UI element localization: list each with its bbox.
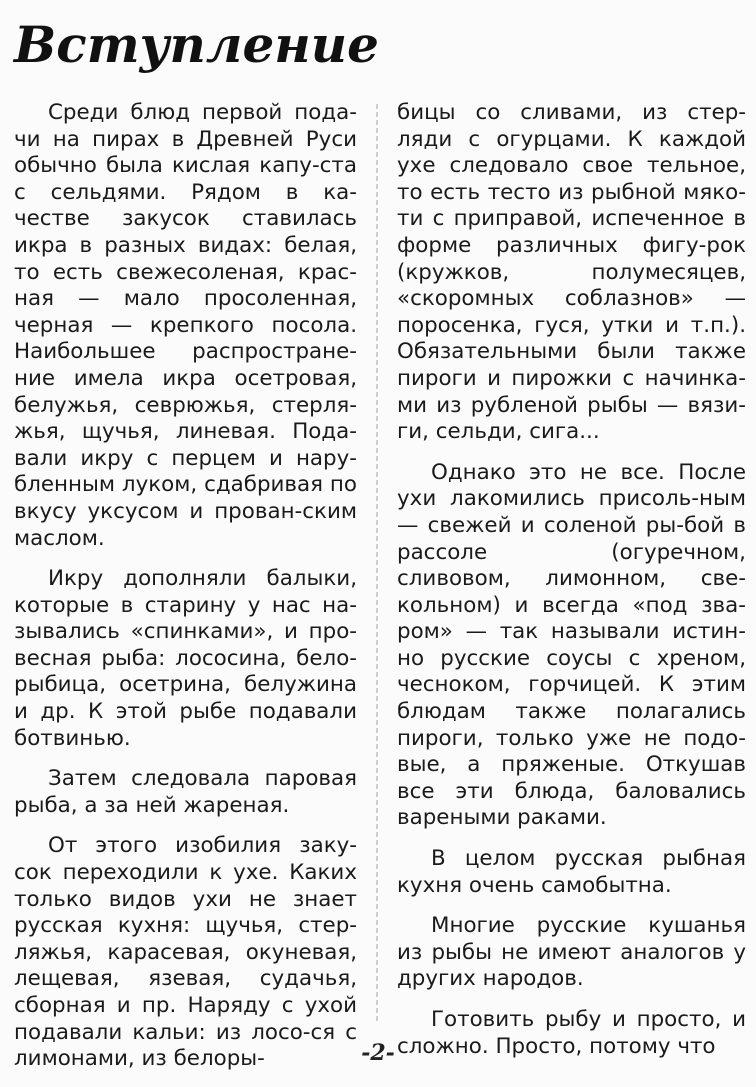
left-column — [14, 100, 357, 1087]
paragraph-continuation: бицы со сливами, из стер-ляди с огурцами. К каждой ухе следовало свое тельное, то есть тесто из рыбной мяко-ти с приправой, испеченное в форме различных фигу-рок (кружков, полумесяцев, «скоромных соблазнов» — поросенка, гуся, утки и т.п.). Обязательными были также пироги и пирожки с начинка-ми из рубленой рыбы — вязи-ги, сельди, сига... — [397, 100, 746, 445]
page-title: Вступление — [14, 15, 379, 74]
paragraph: От этого изобилия заку-сок переходили к ухе. Каких только видов ухи не знает русская кухня: щучья, стер-ляжья, карасевая, окуневая, лещевая, язевая, судачья, сборная и пр. Наряду с ухой подавали кальи: из лосо-ся с лимонами, из белоры- — [14, 833, 357, 1072]
column-divider — [376, 104, 378, 1024]
paragraph: Однако это не все. После ухи лакомились присоль-ным — свежей и соленой ры-бой в рассоле (огуречном, сливовом, лимонном, све-кольном) и всегда «под зва-ром» — так называли истин-но русские соусы с хреном, чесноком, горчицей. К этим блюдам также полагались пироги, только уже не подо-вые, а пряженые. Откушав все эти блюда, баловались вареными раками. — [397, 459, 746, 831]
paragraph: Икру дополняли балыки, которые в старину у нас на-зывались «спинками», и про-весная рыба: лососина, бело-рыбица, осетрина, белужина и др. К этой рыбе подавали ботвинью. — [14, 566, 357, 751]
paragraph: Затем следовала паровая рыба, а за ней жареная. — [14, 766, 357, 818]
paragraph: Среди блюд первой пода-чи на пирах в Древней Руси обычно была кислая капу-ста с сельдями. Рядом в ка-честве закусок ставилась икра в разных видах: белая, то есть свежесоленая, крас-ная — мало просоленная, черная — крепкого посола. Наибольшее распростране-ние имела икра осетровая, белужья, севрюжья, стерля-жья, щучья, линевая. Пода-вали икру с перцем и нару-бленным луком, сдабривая по вкусу уксусом и прован-ским маслом. — [14, 100, 357, 551]
page-number: -2- — [361, 1040, 395, 1066]
right-column — [397, 100, 746, 1074]
paragraph: Готовить рыбу и просто, и сложно. Просто, потому что — [397, 1007, 746, 1059]
paragraph: Многие русские кушанья из рыбы не имеют аналогов у других народов. — [397, 913, 746, 992]
paragraph: В целом русская рыбная кухня очень самобытна. — [397, 846, 746, 898]
